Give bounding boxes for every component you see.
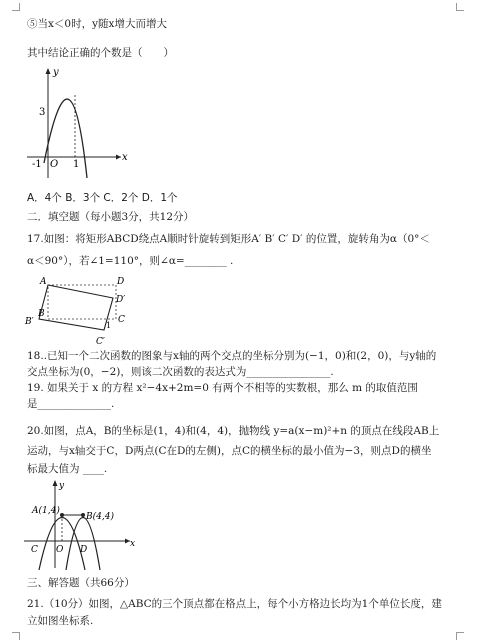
fig1-y-label: y (53, 67, 59, 78)
parabola-graph-2 (22, 478, 142, 570)
q19-line-1: 19. 如果关于 x 的方程 x²−4x+2m=0 有两个不相等的实数根，那么 m 的取值范围 (27, 382, 418, 394)
fig1-neg1: -1 (32, 159, 42, 170)
fig1-origin: O (50, 159, 59, 170)
question-prompt: 其中结论正确的个数是（ ） (27, 47, 174, 59)
q20-line-3: 标最大值为 ____. (27, 463, 108, 475)
section-fill-in-title: 二．填空题（每小题3分，共12分） (27, 211, 195, 223)
q20-line-2: 运动，与x轴交于C，D两点(C在D的左侧)，点C的横坐标的最小值为−3，则点D的横坐 (27, 445, 432, 457)
fig2-label-B1: B′ (25, 317, 34, 327)
rotated-rectangles-figure (22, 272, 134, 352)
fig3-x-label: x (130, 539, 136, 549)
q21-line-2: 立如图坐标系. (27, 615, 94, 627)
fig3-label-O: O (56, 545, 64, 555)
fig3-label-C: C (31, 545, 38, 555)
statement-5: ⑤当x＜0时，y随x增大而增大 (27, 18, 167, 30)
fig2-label-C1: C′ (96, 337, 105, 347)
fig3-point-B: B(4,4) (86, 512, 114, 522)
fig1-x-label: x (122, 152, 128, 163)
fig2-label-D1: D′ (116, 295, 126, 305)
q18-line-1: 18..已知一个二次函数的图象与x轴的两个交点的坐标分别为(−1，0)和(2，0)，与y轴的 (27, 350, 437, 362)
fig2-label-C: C (118, 315, 125, 325)
fig1-three: 3 (39, 107, 46, 118)
crop-mark-bottom-right (456, 632, 464, 640)
parabola-graph-1 (25, 63, 135, 181)
q17-line-2: α＜90°），若∠1=110°，则∠α=________ . (27, 255, 234, 267)
fig2-label-B: B (38, 309, 45, 319)
answer-choices: A．4个 B．3个 C．2个 D．1个 (27, 192, 178, 204)
fig2-label-one: 1 (106, 321, 112, 330)
fig3-label-D: D (80, 545, 88, 555)
q18-line-2: 交点坐标为(0，−2)，则该二次函数的表达式为________________. (27, 366, 334, 378)
q17-line-1: 17.如图：将矩形ABCD绕点A顺时针旋转到矩形A′ B′ C′ D′ 的位置，旋转角为α（0°＜ (27, 233, 430, 245)
fig3-point-A: A(1,4) (32, 506, 60, 516)
fig2-label-D: D (117, 277, 125, 287)
crop-mark-top-left (12, 3, 20, 11)
crop-mark-bottom-left (12, 632, 20, 640)
fig2-label-A: A (40, 277, 47, 287)
q21-line-1: 21.（10分）如图，△ABC的三个顶点都在格点上，每个小方格边长均为1个单位长度，建 (27, 598, 442, 610)
q19-line-2: 是______________. (27, 398, 115, 410)
crop-mark-top-right (456, 3, 464, 11)
q20-line-1: 20.如图，点A，B的坐标是(1，4)和(4，4)，抛物线 y=a(x−m)²+n 的顶点在线段AB上 (27, 425, 440, 437)
fig1-one: 1 (73, 159, 80, 170)
section-solve-title: 三、解答题（共66分） (27, 577, 135, 589)
fig3-y-label: y (59, 481, 65, 491)
